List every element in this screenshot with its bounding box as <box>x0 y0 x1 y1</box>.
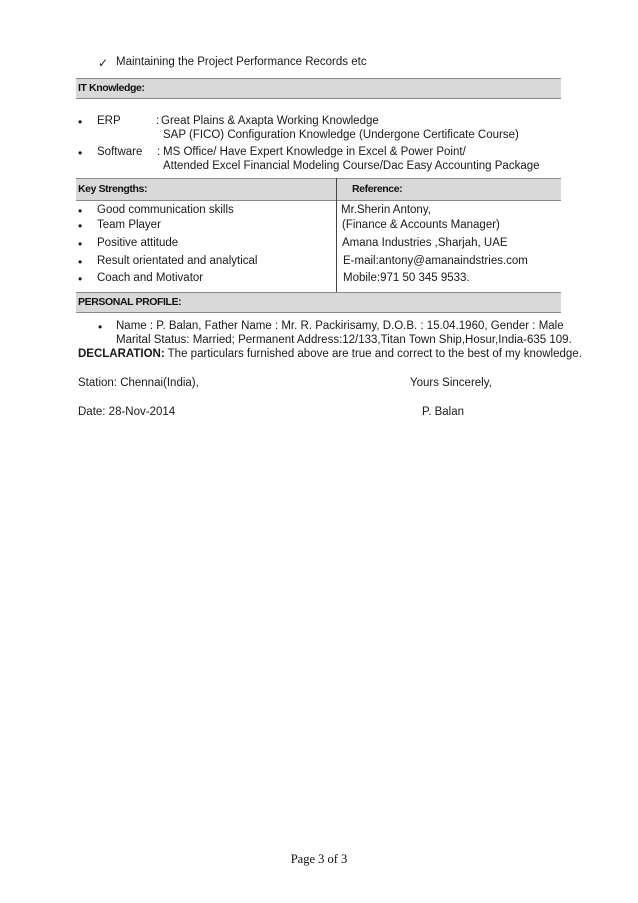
declaration <box>78 348 582 360</box>
personal-line1: Name : P. Balan, Father Name : Mr. R. Packirisamy, D.O.B. : 15.04.1960, Gender : Male <box>116 320 564 332</box>
personal-line2: Marital Status: Married; Permanent Address:12/133,Titan Town Ship,Hosur,India-635 109. <box>116 334 572 346</box>
software-label: Software <box>97 146 143 158</box>
key-strengths-bar <box>76 178 561 201</box>
strength-bullet: • <box>78 255 83 269</box>
strength-item: Positive attitude <box>97 237 179 249</box>
top-item-text: Maintaining the Project Performance Records etc <box>116 56 367 68</box>
personal-profile-bar <box>76 292 561 313</box>
erp-label: ERP <box>97 115 121 127</box>
strength-item: Result orientated and analytical <box>97 255 258 267</box>
reference-name: Mr.Sherin Antony, <box>341 204 431 216</box>
it-knowledge-heading: IT Knowledge: <box>78 82 145 94</box>
strength-bullet: • <box>78 237 83 251</box>
strength-bullet: • <box>78 272 83 286</box>
erp-line1: Great Plains & Axapta Working Knowledge <box>161 115 379 127</box>
erp-bullet: • <box>78 115 83 129</box>
checkmark-icon: ✓ <box>98 56 109 70</box>
software-line2: Attended Excel Financial Modeling Course/Dac Easy Accounting Package <box>163 160 540 172</box>
signatory-name: P. Balan <box>422 406 464 418</box>
software-sep: : <box>157 146 161 158</box>
date: Date: 28-Nov-2014 <box>78 406 176 418</box>
strength-bullet: • <box>78 219 83 233</box>
reference-mobile: Mobile:971 50 345 9533. <box>343 272 470 284</box>
reference-heading: Reference: <box>352 183 403 195</box>
strength-item: Coach and Motivator <box>97 272 204 284</box>
erp-line2: SAP (FICO) Configuration Knowledge (Undergone Certificate Course) <box>163 129 519 141</box>
it-knowledge-bar <box>76 78 561 99</box>
erp-sep: : <box>156 115 160 127</box>
strength-item: Team Player <box>97 219 161 231</box>
software-bullet: • <box>78 146 83 160</box>
page-number: Page 3 of 3 <box>290 852 348 866</box>
software-line1: MS Office/ Have Expert Knowledge in Excel & Power Point/ <box>163 146 466 158</box>
strength-bullet: • <box>78 204 83 218</box>
reference-title: (Finance & Accounts Manager) <box>342 219 500 231</box>
station: Station: Chennai(India), <box>78 377 199 389</box>
personal-profile-heading: PERSONAL PROFILE: <box>78 296 182 308</box>
key-strengths-heading: Key Strengths: <box>78 183 148 195</box>
yours-sincerely: Yours Sincerely, <box>410 377 492 389</box>
declaration-text: The particulars furnished above are true and correct to the best of my knowledge. <box>164 348 582 360</box>
reference-company: Amana Industries ,Sharjah, UAE <box>342 237 508 249</box>
declaration-label: DECLARATION: <box>78 348 165 360</box>
reference-email: E-mail:antony@amanaindstries.com <box>343 255 528 267</box>
personal-bullet: • <box>98 320 103 334</box>
strength-item: Good communication skills <box>97 204 234 216</box>
